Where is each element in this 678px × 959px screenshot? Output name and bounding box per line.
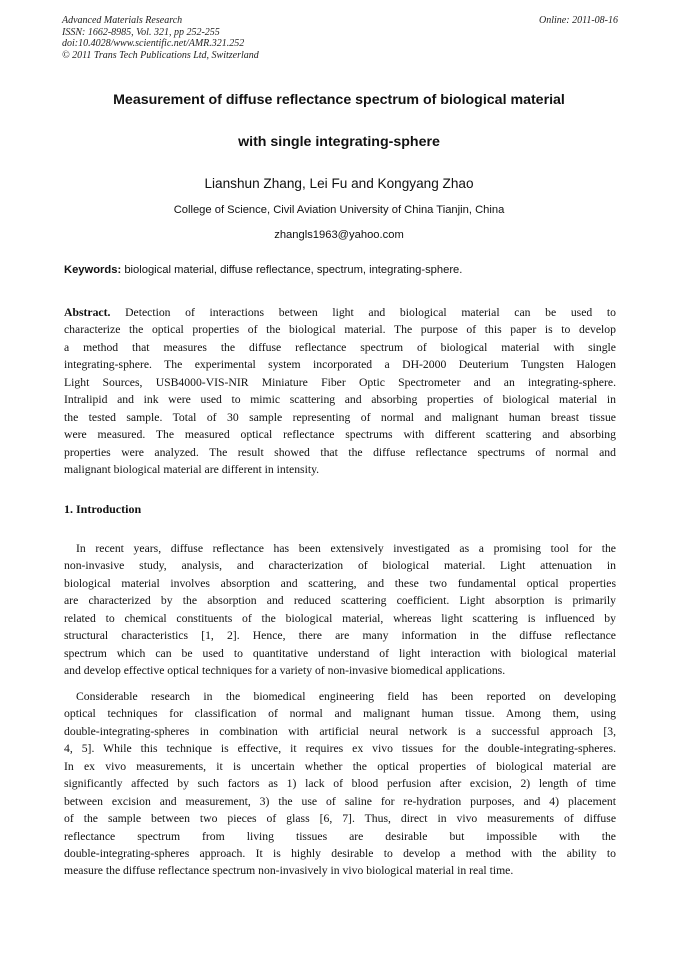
section-heading-introduction: 1. Introduction bbox=[64, 502, 142, 516]
authors: Lianshun Zhang, Lei Fu and Kongyang Zhao bbox=[204, 176, 474, 191]
abstract-line: integrating-sphere. The experimental system incorporated a DH-2000 Deuterium Tungsten Halogen bbox=[64, 358, 616, 372]
abstract bbox=[64, 304, 616, 478]
doi-line: doi:10.4028/www.scientific.net/AMR.321.252 bbox=[62, 38, 245, 49]
journal-name: Advanced Materials Research bbox=[62, 15, 183, 26]
introduction-paragraph-1 bbox=[64, 540, 616, 680]
paragraph-line: optical techniques for classification of normal and malignant human tissue. Among them, using bbox=[64, 707, 616, 721]
keywords-label: Keywords: bbox=[64, 264, 122, 276]
abstract-line: malignant biological material are different in intensity. bbox=[64, 462, 320, 476]
paragraph-line: 4, 5]. While this technique is effective, it requires ex vivo tissues for the double-integrating-spheres. bbox=[64, 742, 616, 756]
paragraph-line: In recent years, diffuse reflectance has been extensively investigated as a promising tool for the bbox=[76, 542, 616, 555]
paragraph-line: double-integrating-spheres approach. It is highly desirable to develop a method with the ability to bbox=[64, 846, 616, 860]
abstract-label: Abstract. bbox=[64, 306, 111, 319]
paragraph-line: related to chemical constituents of the biological material, whereas light scattering is influenced by bbox=[64, 611, 616, 625]
paragraph-line: reflectance spectrum from living tissues are desirable but impossible with the bbox=[64, 829, 616, 843]
online-date: Online: 2011-08-16 bbox=[539, 15, 618, 26]
abstract-line-text: Detection of interactions between light and biological material can be used to bbox=[125, 306, 616, 319]
issn-line: ISSN: 1662-8985, Vol. 321, pp 252-255 bbox=[62, 26, 220, 38]
keywords bbox=[64, 264, 616, 276]
paragraph-line: double-integrating-spheres in combination with artificial neural network is a successful approach [3, bbox=[64, 724, 616, 738]
journal-header bbox=[62, 15, 618, 61]
abstract-line: were measured. The measured optical reflectance spectrums with different scattering and absorbing bbox=[64, 428, 616, 442]
abstract-line: characterize the optical properties of the biological material. The purpose of this paper is to develop bbox=[64, 323, 616, 337]
paragraph-line: of the sample between two pieces of glass [6, 7]. Thus, direct in vivo measurements of diffuse bbox=[64, 812, 616, 826]
author-email: zhangls1963@yahoo.com bbox=[274, 229, 404, 241]
paragraph-line: non-invasive study, analysis, and characterization of biological material. Light attenuation in bbox=[64, 559, 616, 573]
abstract-line: properties were analyzed. The result showed that the diffuse reflectance spectrums of normal and bbox=[64, 445, 616, 459]
paragraph-line: are characterized by the absorption and reduced scattering coefficient. Light absorption is primarily bbox=[64, 594, 616, 608]
paper-title-line-2: with single integrating-sphere bbox=[238, 134, 440, 150]
introduction-paragraph-2 bbox=[64, 688, 616, 880]
paragraph-line: and develop effective optical techniques for a variety of non-invasive biomedical applications. bbox=[64, 664, 506, 678]
abstract-line bbox=[64, 304, 616, 321]
paper-title-line-1: Measurement of diffuse reflectance spectrum of biological material bbox=[113, 92, 565, 108]
affiliation: College of Science, Civil Aviation University of China Tianjin, China bbox=[173, 204, 505, 216]
paragraph-line: measure the diffuse reflectance spectrum non-invasively in vivo biological material in real time. bbox=[64, 864, 514, 878]
abstract-line: Intralipid and ink were used to mimic scattering and absorbing properties of biological material in bbox=[64, 393, 616, 407]
abstract-line: Light Sources, USB4000-VIS-NIR Miniature Fiber Optic Spectrometer and an integrating-sphere. bbox=[64, 375, 616, 389]
paragraph-line: between excision and measurement, 3) the use of saline for re-hydration purposes, and 4) placement bbox=[64, 794, 616, 808]
paragraph-line: Considerable research in the biomedical engineering field has been reported on developing bbox=[76, 690, 616, 703]
copyright-line: © 2011 Trans Tech Publications Ltd, Switzerland bbox=[62, 49, 259, 61]
abstract-line: a method that measures the diffuse reflectance spectrum of biological material with single bbox=[64, 340, 616, 354]
abstract-line: the tested sample. Total of 30 sample representing of normal and malignant human breast tissue bbox=[64, 410, 616, 424]
paragraph-line: biological material involves absorption and scattering, and these two fundamental optical properties bbox=[64, 576, 616, 590]
paragraph-line: In ex vivo measurements, it is uncertain whether the optical properties of biological material are bbox=[64, 759, 616, 773]
paragraph-line: structural characteristics [1, 2]. Hence, there are many information in the diffuse reflectance bbox=[64, 629, 616, 643]
keywords-text: biological material, diffuse reflectance, spectrum, integrating-sphere. bbox=[124, 264, 463, 276]
paragraph-line: spectrum which can be used to quantitative understand of light interaction with biological material bbox=[64, 646, 616, 660]
paragraph-line: significantly affected by such factors as 1) lack of blood perfusion after excision, 2) length of time bbox=[64, 777, 616, 791]
